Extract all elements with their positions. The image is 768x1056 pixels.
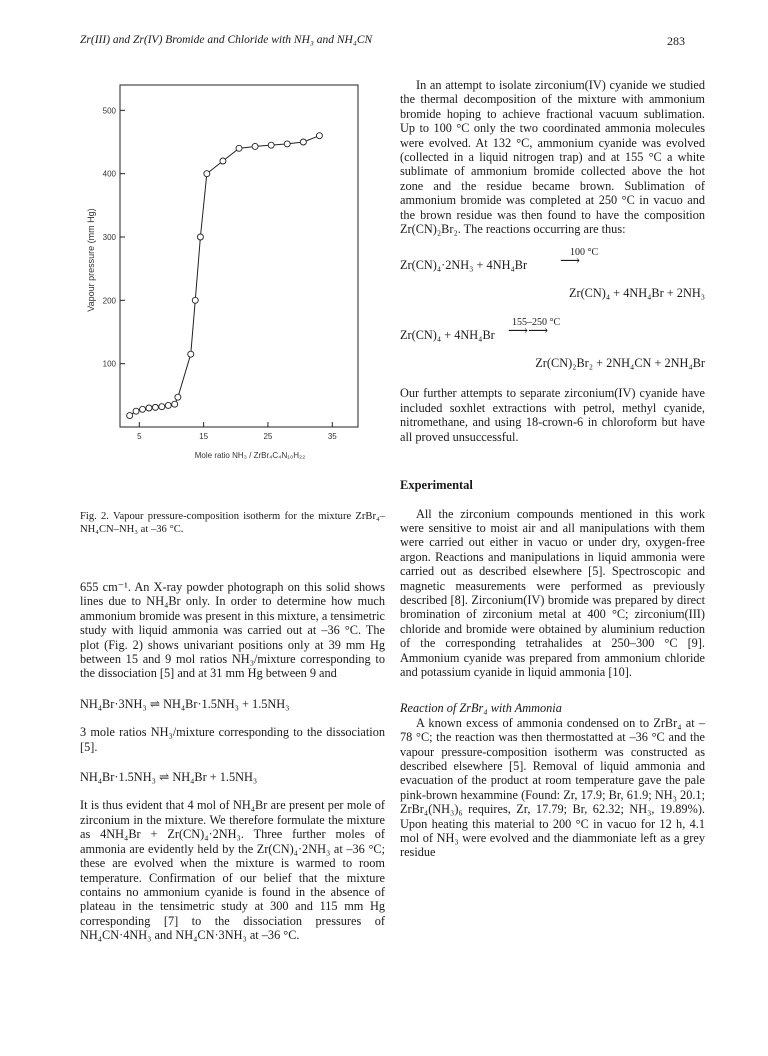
reaction-1-right: Zr(CN)₄ + 4NH₄Br + 2NH₃ [568, 286, 705, 301]
equation-1-left: NH₄Br·3NH₃ [80, 696, 147, 711]
data-point [127, 413, 133, 419]
reaction-2-right: Zr(CN)₂Br₂ + 2NH₄CN + 2NH₄Br [535, 356, 705, 371]
equation-1 [80, 697, 385, 711]
reaction-1 [400, 246, 705, 300]
reaction-1-left: Zr(CN)₄·2NH₃ + 4NH₄Br [400, 258, 528, 273]
data-point [268, 142, 274, 148]
data-point [172, 401, 178, 407]
y-tick-label: 100 [102, 359, 116, 369]
y-tick-label: 400 [102, 169, 116, 179]
left-paragraph-1: 655 cm⁻¹. An X-ray powder photograph on this solid shows lines due to NH₄Br only. In order to determine how much ammonium bromide was present in this mixture, a tensimetric study with liquid ammonia was carried out at –36 °C. The plot (Fig. 2) shows univariant positions only at 39 mm Hg between 15 and 9 mol ratios NH₃/mixture corresponding to the dissociation [5] and at 31 mm Hg between 9 and [80, 580, 385, 681]
data-point [159, 404, 165, 410]
data-point [220, 158, 226, 164]
data-point [175, 394, 181, 400]
data-point [197, 234, 203, 240]
equation-1-right: NH₄Br·1.5NH₃ + 1.5NH₃ [163, 696, 290, 711]
right-paragraph-4: A known excess of ammonia condensed on to ZrBr₄ at –78 °C; the reaction was then thermostatted at –36 °C and the vapour pressure-composition isotherm was constructed as described elsewhere [5]. Removal of liquid ammonia and evacuation of the product at room temperature gave the pale pink-brown hexammine (Found: Zr, 17.9; Br, 61.9; NH₃ 20.1; ZrBr₄(NH₃)₆ requires, Zr, 17.79; Br, 62.32; NH₃, 19.89%). Upon heating this material to 200 °C in vacuo for 12 h, 4.1 mol of NH₃ were evolved and the diammoniate left as a grey residue [400, 715, 705, 860]
right-paragraph-1: In an attempt to isolate zirconium(IV) cyanide we studied the thermal decomposition of the mixture with ammonium bromide hoping to achieve fractional vacuum sublimation. Up to 100 °C only the two coordinated ammonia molecules were evolved. At 132 °C, ammonium cyanide was evolved (collected in a liquid nitrogen trap) and at 155 °C a white sublimate of ammonium bromide collected above the hot zone and the residue became brown. Sublimation of ammonium bromide was completed at 250 °C in vacuo and the brown residue was then found to have the composition Zr(CN)₂Br₂. The reactions occurring are thus: [400, 78, 705, 237]
equation-2 [80, 770, 385, 784]
x-tick-label: 25 [263, 432, 273, 441]
right-paragraph-2: Our further attempts to separate zirconium(IV) cyanide have included soxhlet extractions with petrol, methyl cyanide, nitromethane, and using 18-crown-6 in chloroform but have all proved unsuccessful. [400, 386, 705, 444]
data-point [140, 406, 146, 412]
x-tick-label: 35 [327, 432, 337, 441]
data-point [252, 143, 258, 149]
right-paragraph-3: All the zirconium compounds mentioned in this work were sensitive to moist air and all manipulations with them were carried out either in vacuo or under dry, oxygen-free argon. Reactions and manipulations in liquid ammonia were carried out as described elsewhere [5]. Spectroscopic and magnetic measurements were performed as previously described [8]. Zirconium(IV) bromide was prepared by direct bromination of zirconium metal at 400 °C; zirconium(III) chloride and bromide were obtained by aluminium reduction of the corresponding tetrahalides at 250–300 °C [9]. Ammonium cyanide was prepared from ammonium chloride and potassium cyanide in liquid ammonia [10]. [400, 506, 705, 679]
y-axis-label: Vapour pressure (mm Hg) [86, 208, 96, 312]
data-point [188, 351, 194, 357]
section-heading: Experimental [400, 478, 473, 493]
y-tick-label: 200 [102, 296, 116, 306]
reaction-2 [400, 316, 705, 370]
x-tick-label: 5 [137, 432, 142, 441]
data-point [192, 297, 198, 303]
page-number: 283 [667, 34, 685, 48]
y-tick-label: 500 [102, 106, 116, 116]
data-point [146, 405, 152, 411]
data-point [165, 402, 171, 408]
left-paragraph-2: 3 mole ratios NH₃/mixture corresponding to the dissociation [5]. [80, 725, 385, 754]
data-point [300, 139, 306, 145]
left-paragraph-3: It is thus evident that 4 mol of NH₄Br are present per mole of zirconium in the mixture. We therefore formulate the mixture as 4NH₄Br + Zr(CN)₄·2NH₃. Three further moles of ammonia are evidently held by the Zr(CN)₄·2NH₃ at –36 °C; these are evolved when the mixture is warmed to room temperature. Confirmation of our belief that the mixture contains no ammonium cyanide is found in the absence of plateau in the tensimetric study at 300 and 115 mm Hg corresponding [7] to the dissociation pressures of NH₄CN·4NH₃ and NH₄CN·3NH₃ at –36 °C. [80, 798, 385, 943]
reaction-arrow-icon: ⟶ [560, 254, 581, 270]
left-column [80, 580, 385, 943]
equation-2-left: NH₄Br·1.5NH₃ [80, 770, 156, 785]
isotherm-line [130, 136, 320, 416]
reaction-arrow-icon: ⟶⟶ [508, 324, 549, 340]
data-point [204, 171, 210, 177]
equilibrium-arrow-icon: ⇌ [149, 696, 164, 711]
data-point [316, 133, 322, 139]
right-column [400, 78, 705, 860]
figure-caption: Fig. 2. Vapour pressure-composition isotherm for the mixture ZrBr₄–NH₄CN–NH₃ at –36 °C. [80, 511, 385, 535]
running-title: Zr(III) and Zr(IV) Bromide and Chloride with NH₃ and NH₄CN [80, 34, 373, 46]
x-tick-label: 15 [199, 432, 209, 441]
equation-2-right: NH₄Br + 1.5NH₃ [172, 770, 258, 785]
page-header [0, 34, 768, 54]
reaction-1-condition: 100 °C [570, 247, 599, 259]
data-point [284, 141, 290, 147]
y-tick-label: 300 [102, 233, 116, 242]
reaction-2-condition: 155–250 °C [512, 317, 561, 329]
data-point [152, 404, 158, 410]
x-axis-label: Mole ratio NH₃ / ZrBr₄C₄N₁₀H₂₂ [194, 451, 306, 460]
isotherm-chart [80, 70, 380, 490]
subsection-heading: Reaction of ZrBr₄ with Ammonia [400, 701, 562, 716]
data-point [133, 408, 139, 414]
figure-2 [80, 70, 380, 490]
data-point [236, 145, 242, 151]
equilibrium-arrow-icon: ⇌ [158, 770, 173, 785]
reaction-2-left: Zr(CN)₄ + 4NH₄Br [400, 328, 495, 343]
